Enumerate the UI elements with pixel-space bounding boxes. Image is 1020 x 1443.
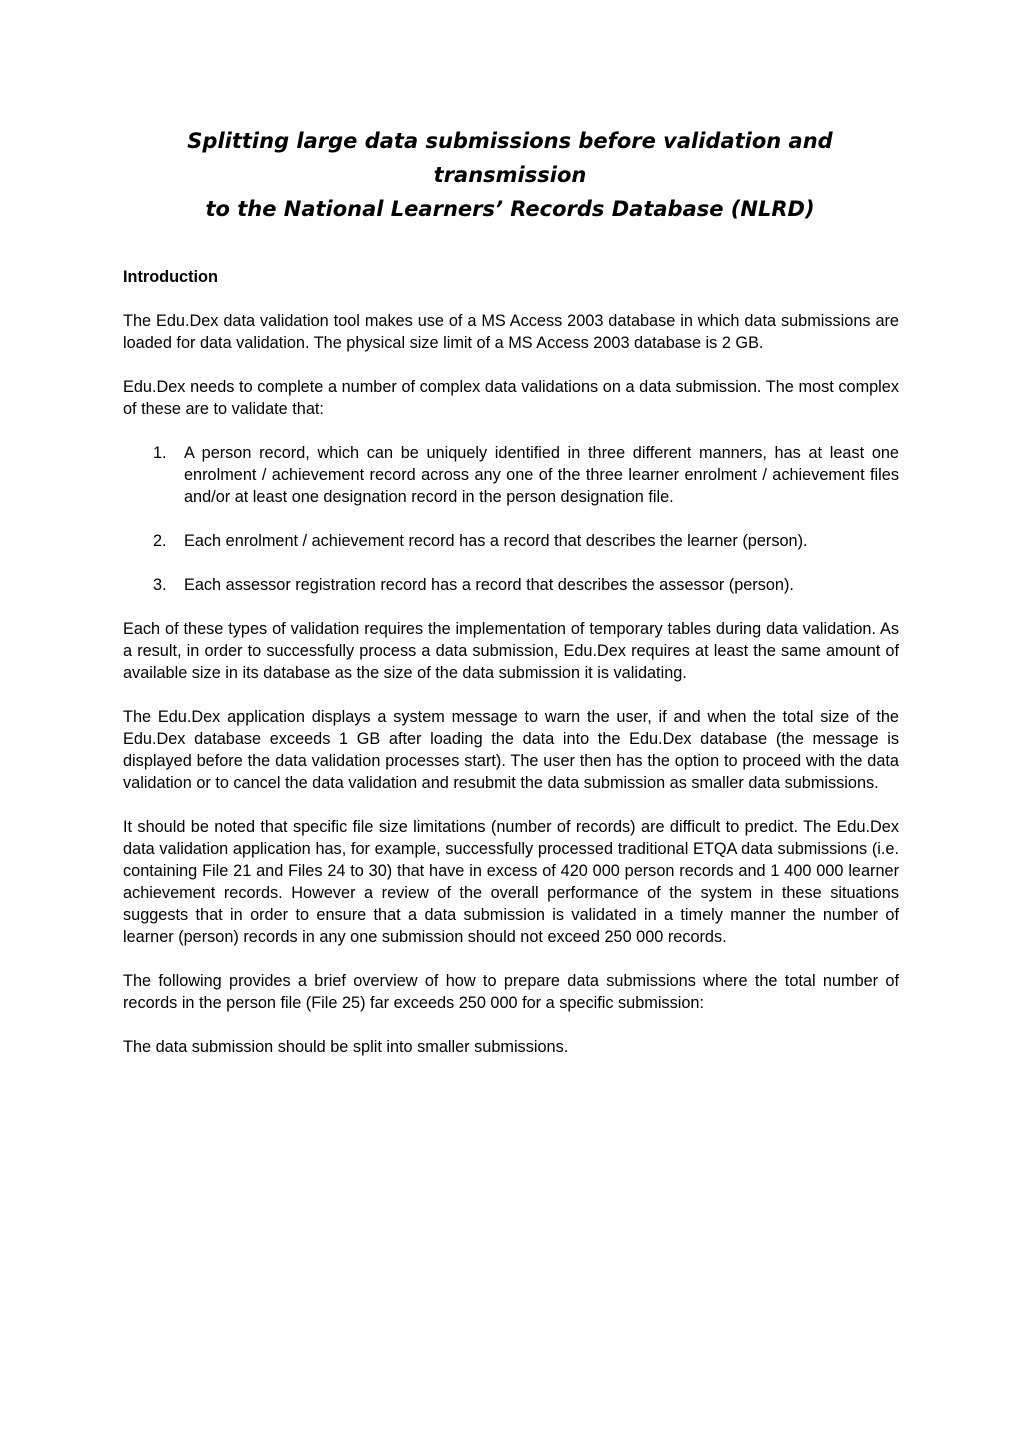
list-item-number: 3. <box>153 576 167 594</box>
list-item-number: 2. <box>153 532 167 550</box>
paragraph-temporary-tables: Each of these types of validation requires the implementation of temporary tables during data validation. As a result, in order to successfully process a data submission, Edu.Dex requires at least the same amount of available size in its database as the size of the data submission it is validating. <box>123 620 899 682</box>
document-title <box>150 124 870 226</box>
document-body <box>123 266 899 1080</box>
title-line-3: to the National Learners’ Records Database (NLRD) <box>205 197 815 221</box>
title-line-2: transmission <box>433 163 587 187</box>
list-item <box>123 442 899 508</box>
paragraph-complex-validations: Edu.Dex needs to complete a number of complex data validations on a data submission. The most complex of these are to validate that: <box>123 378 899 418</box>
paragraph-split-submission: The data submission should be split into smaller submissions. <box>123 1038 569 1056</box>
validation-list <box>123 442 899 596</box>
paragraph-file-size-limitations: It should be noted that specific file size limitations (number of records) are difficult to predict. The Edu.Dex data validation application has, for example, successfully processed traditional ETQA data submissions (i.e. containing File 21 and Files 24 to 30) that have in excess of 420 000 person records and 1 400 000 learner achievement records. However a review of the overall performance of the system in these situations suggests that in order to ensure that a data submission is validated in a timely manner the number of learner (person) records in any one submission should not exceed 250 000 records. <box>123 818 899 946</box>
list-item <box>123 574 899 596</box>
paragraph-access-limit: The Edu.Dex data validation tool makes use of a MS Access 2003 database in which data submissions are loaded for data validation. The physical size limit of a MS Access 2003 database is 2 GB. <box>123 312 899 352</box>
title-line-1: Splitting large data submissions before validation and <box>187 129 833 153</box>
paragraph-system-message: The Edu.Dex application displays a system message to warn the user, if and when the total size of the Edu.Dex database exceeds 1 GB after loading the data into the Edu.Dex database (the message is displayed before the data validation processes start). The user then has the option to proceed with the data validation or to cancel the data validation and resubmit the data submission as smaller data submissions. <box>123 708 899 792</box>
list-item-number: 1. <box>153 444 167 462</box>
list-item <box>123 530 899 552</box>
section-heading-introduction: Introduction <box>123 268 218 286</box>
paragraph-overview-intro: The following provides a brief overview of how to prepare data submissions where the total number of records in the person file (File 25) far exceeds 250 000 for a specific submission: <box>123 972 899 1012</box>
list-item-text: A person record, which can be uniquely identified in three different manners, has at least one enrolment / achievement record across any one of the three learner enrolment / achievement files and/or at least one designation record in the person designation file. <box>184 444 899 506</box>
list-item-text: Each assessor registration record has a record that describes the assessor (person). <box>184 576 794 594</box>
list-item-text: Each enrolment / achievement record has a record that describes the learner (person). <box>184 532 808 550</box>
